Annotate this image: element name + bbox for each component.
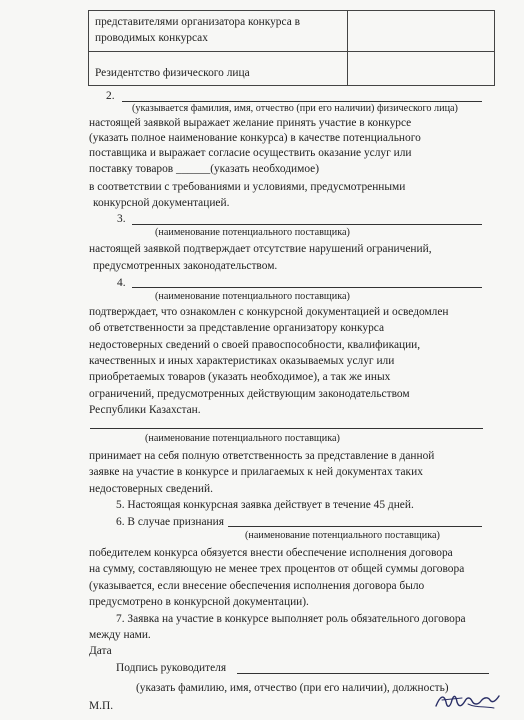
section-3-number: 3. xyxy=(117,213,126,225)
section-2-line-1: настоящей заявкой выражает желание принять участие в конкурсе xyxy=(89,117,412,129)
section-3-line-2: предусмотренных законодательством. xyxy=(93,260,278,272)
section-3-caption: (наименование потенциального поставщика) xyxy=(155,227,350,238)
section-6-line-2: на сумму, составляющую не менее трех процентов от общей суммы договора xyxy=(89,563,465,575)
section-4-line-7: Республики Казахстан. xyxy=(89,404,201,416)
section-6-fill-line xyxy=(228,526,482,527)
responsibility-line-2: заявке на участие в конкурсе и прилагаемых к ней документах таких xyxy=(89,466,423,478)
section-2-line-6: конкурсной документацией. xyxy=(93,197,230,209)
signature-caption: (указать фамилию, имя, отчество (при его наличии), должность) xyxy=(136,682,449,694)
section-2-line-3: поставщика и выражает согласие осуществить оказание услуг или xyxy=(89,147,412,159)
section-4-line-1: подтверждает, что ознакомлен с конкурсной документацией и осведомлен xyxy=(89,306,449,318)
supplier-name-caption: (наименование потенциального поставщика) xyxy=(145,433,340,444)
section-5-text: 5. Настоящая конкурсная заявка действует в течение 45 дней. xyxy=(116,499,414,511)
section-4-line-5: приобретаемых товаров (указать необходимое), а так же иных xyxy=(89,371,391,383)
section-2-line-2: (указать полное наименование конкурса) в качестве потенциального xyxy=(89,132,421,144)
section-3-fill-line xyxy=(132,224,482,225)
section-2-line-4: поставку товаров ______(указать необходимое) xyxy=(89,163,319,175)
section-2-number: 2. xyxy=(106,90,115,102)
section-7-line-2: между нами. xyxy=(89,629,151,641)
responsibility-line-3: недостоверных сведений. xyxy=(89,483,213,495)
section-4-line-2: об ответственности за представление организатору конкурса xyxy=(89,322,385,334)
section-4-number: 4. xyxy=(117,277,126,289)
responsibility-line-1: принимает на себя полную ответственность за представление в данной xyxy=(89,450,435,462)
section-4-fill-line xyxy=(132,287,482,288)
table-cell-residency: Резидентство физического лица xyxy=(95,67,250,79)
section-2-fill-line xyxy=(122,101,482,102)
section-6-caption: (наименование потенциального поставщика) xyxy=(245,530,440,541)
section-4-line-4: качественных и иных характеристиках оказываемых услуг или xyxy=(89,355,395,367)
section-6-line-3: (указывается, если внесение обеспечения исполнения договора было xyxy=(89,580,425,592)
section-4-caption: (наименование потенциального поставщика) xyxy=(155,291,350,302)
section-4-line-6: ограничений, предусмотренных действующим законодательством xyxy=(89,388,410,400)
stamp-label: М.П. xyxy=(89,700,114,712)
table-cell-representatives-line2: проводимых конкурсах xyxy=(95,32,208,44)
section-7-line-1: 7. Заявка на участие в конкурсе выполняет роль обязательного договора xyxy=(116,613,466,625)
supplier-name-fill-line xyxy=(90,428,483,429)
section-2-line-5: в соответствии с требованиями и условиями, предусмотренными xyxy=(89,181,406,193)
info-table xyxy=(88,10,495,86)
section-3-line-1: настоящей заявкой подтверждает отсутствие нарушений ограничений, xyxy=(89,243,432,255)
section-4-line-3: недостоверных сведений о своей правоспособности, квалификации, xyxy=(89,339,421,351)
signature-label: Подпись руководителя xyxy=(116,662,227,674)
section-6-line-1: победителем конкурса обязуется внести обеспечение исполнения договора xyxy=(89,547,453,559)
table-row-divider xyxy=(89,51,494,52)
signature-fill-line xyxy=(237,673,489,674)
date-label: Дата xyxy=(89,645,112,657)
section-2-caption: (указывается фамилия, имя, отчество (при его наличии) физического лица) xyxy=(132,103,458,114)
section-6-lead: 6. В случае признания xyxy=(116,516,224,528)
table-column-divider xyxy=(347,11,348,85)
section-6-line-4: предусмотрено в конкурсной документации). xyxy=(89,596,309,608)
handwritten-signature-icon xyxy=(432,688,502,714)
table-cell-representatives-line1: представителями организатора конкурса в xyxy=(95,16,300,28)
